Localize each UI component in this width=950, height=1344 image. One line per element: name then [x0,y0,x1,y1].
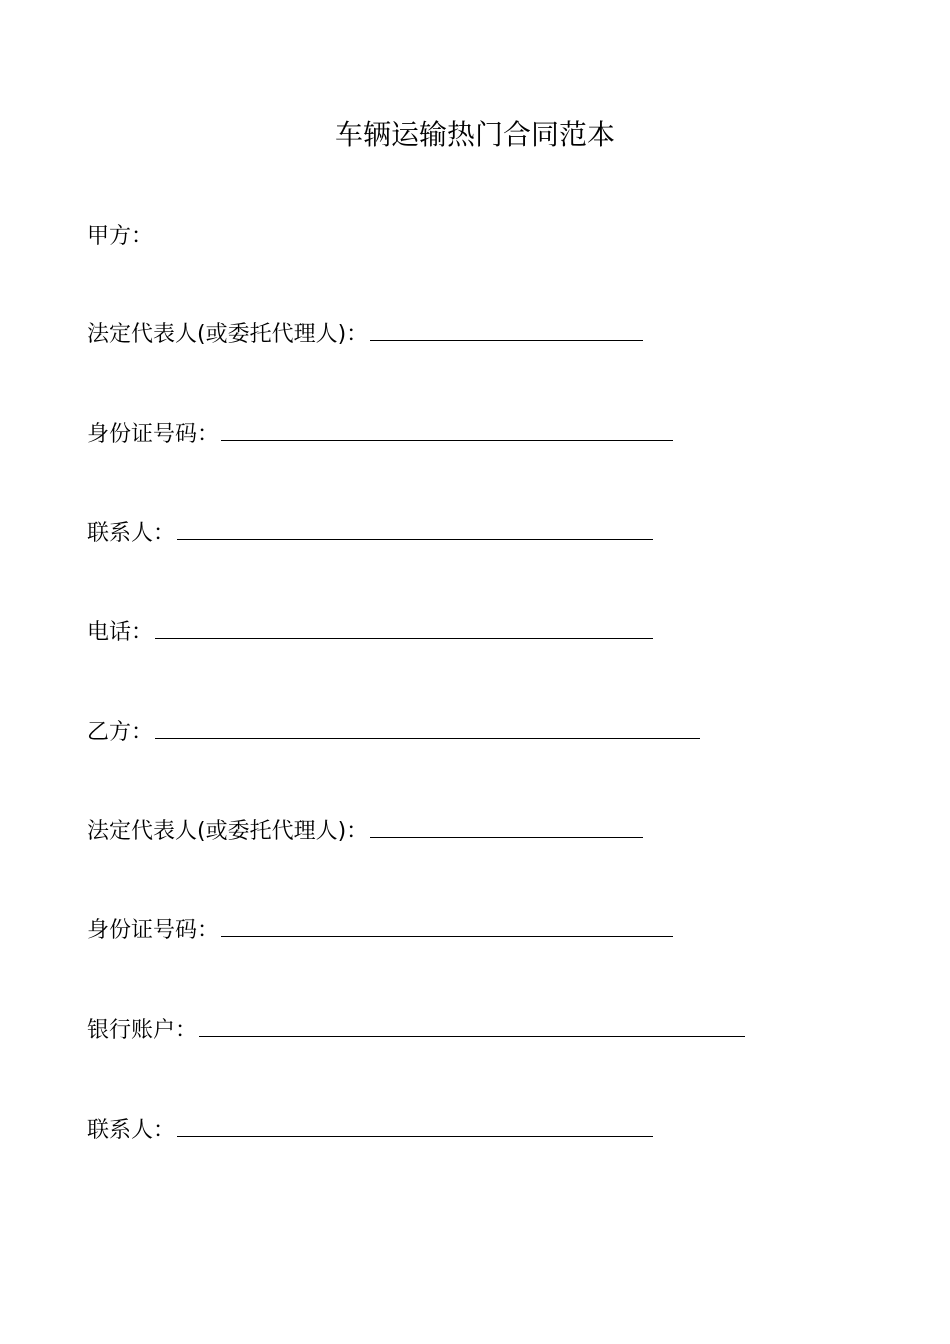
party-b-contact-label: 联系人： [87,1118,176,1143]
party-a-representative-blank[interactable] [370,318,643,341]
party-a-representative-row [87,317,643,353]
party-a-contact-label: 联系人： [87,521,176,546]
party-b-representative-blank[interactable] [370,815,643,838]
party-a-phone-blank[interactable] [155,616,653,639]
party-b-id-number-label: 身份证号码： [87,918,220,943]
party-a-id-number-label: 身份证号码： [87,422,220,447]
party-a-contact-row [87,516,653,552]
party-b-contact-blank[interactable] [177,1114,653,1137]
party-a-phone-row [87,615,653,651]
party-b-bank-account-row [87,1013,745,1049]
party-a-row [87,219,153,255]
party-b-label: 乙方： [87,720,154,745]
document-title: 车辆运输热门合同范本 [334,118,615,151]
party-a-phone-label: 电话： [87,620,154,645]
party-b-representative-row [87,814,643,850]
party-b-row [87,715,700,751]
party-a-id-number-row [87,417,673,453]
party-a-contact-blank[interactable] [177,517,653,540]
party-a-label: 甲方： [87,224,154,249]
party-b-representative-label: 法定代表人(或委托代理人)： [87,819,369,844]
party-b-bank-account-blank[interactable] [199,1014,745,1037]
party-b-id-number-row [87,913,673,949]
party-b-contact-row [87,1113,653,1149]
party-b-bank-account-label: 银行账户： [87,1018,198,1043]
party-b-id-number-blank[interactable] [221,914,673,937]
party-a-representative-label: 法定代表人(或委托代理人)： [87,322,369,347]
party-a-id-number-blank[interactable] [221,418,673,441]
party-b-blank[interactable] [155,716,700,739]
